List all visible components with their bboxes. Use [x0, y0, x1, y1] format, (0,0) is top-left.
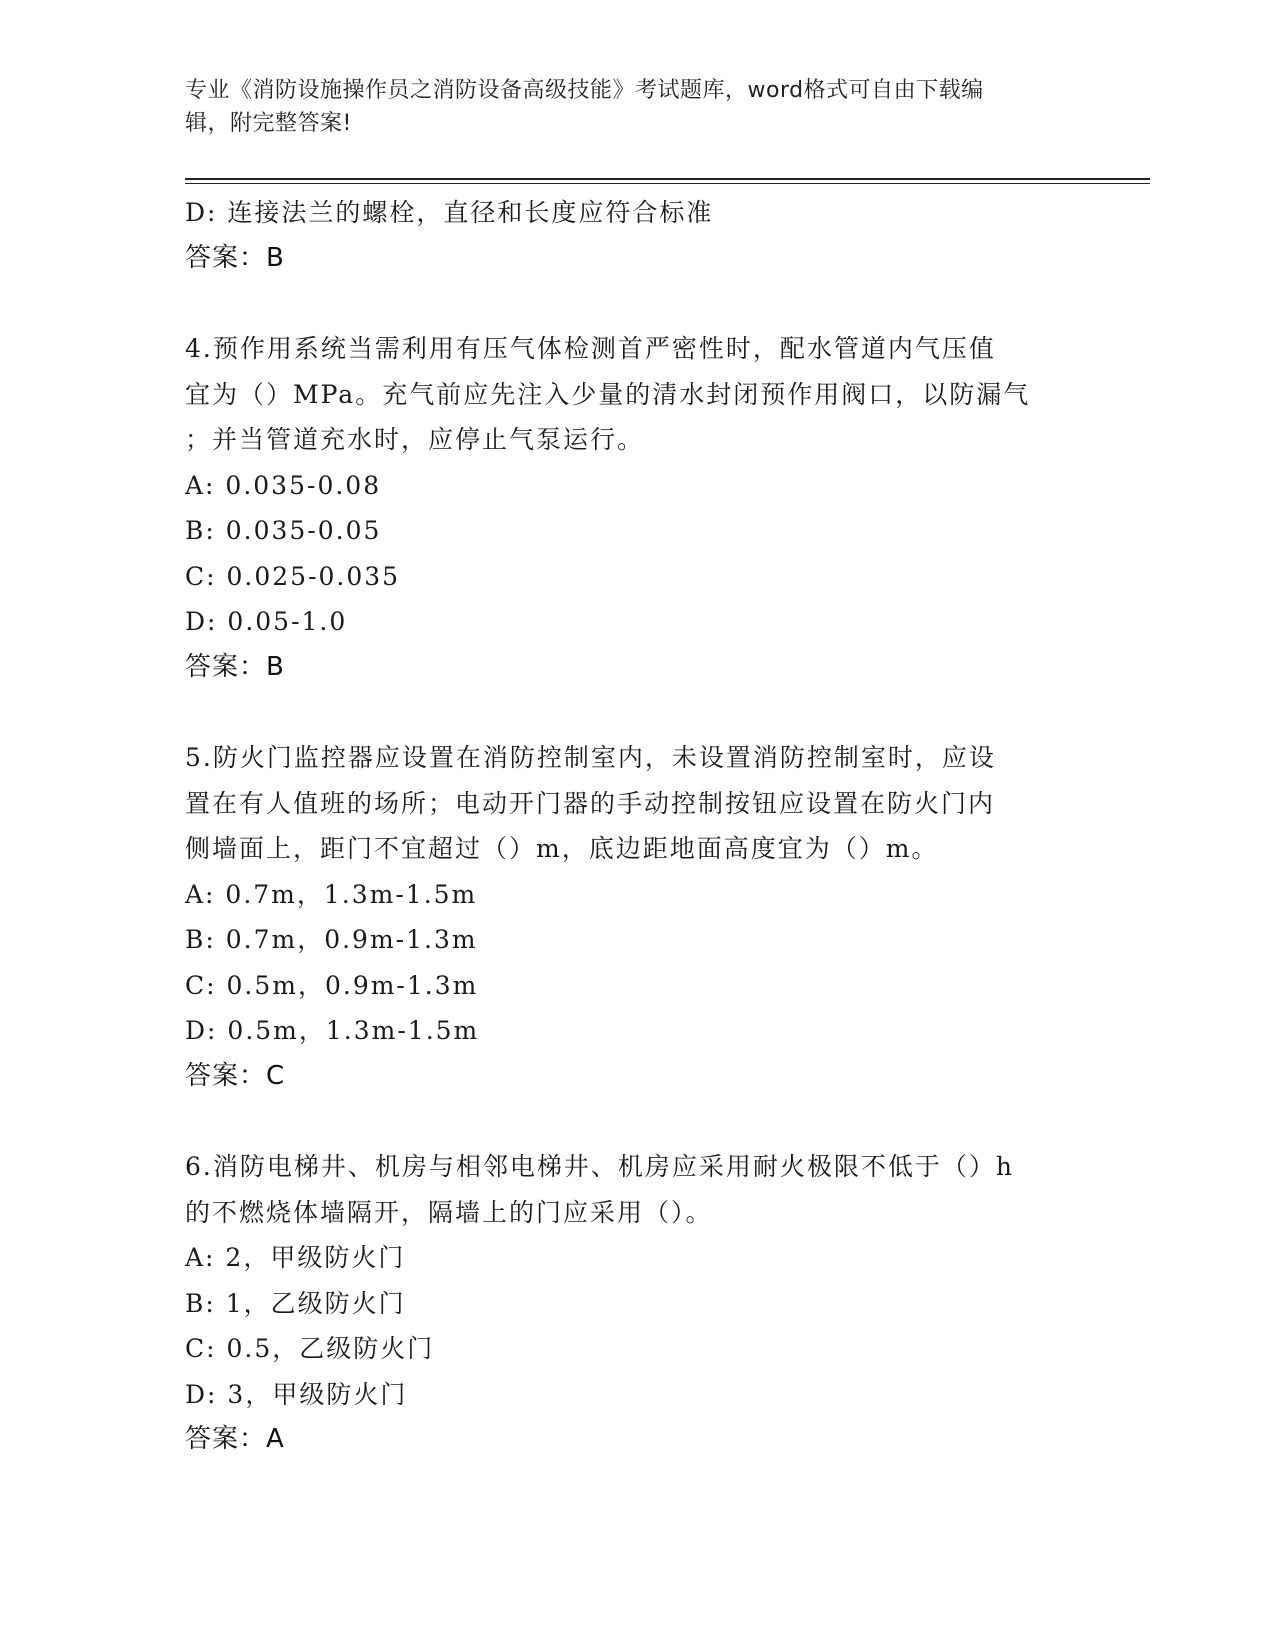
option-b: B: 0.7m，0.9m-1.3m — [185, 925, 478, 954]
question-content — [185, 190, 1085, 1463]
header-line-1: 专业《消防设施操作员之消防设备高级技能》考试题库，word格式可自由下载编 — [185, 78, 984, 103]
question-stem-line: 置在有人值班的场所；电动开门器的手动控制按钮应设置在防火门内 — [185, 788, 996, 818]
answer-label: 答案：B — [185, 651, 285, 682]
option-d: D: 0.05-1.0 — [185, 607, 348, 636]
option-a: A: 0.7m，1.3m-1.5m — [185, 879, 478, 909]
question-5 — [185, 735, 1085, 1099]
header-line-2: 辑，附完整答案! — [185, 111, 352, 136]
question-stem-line: 的不燃烧体墙隔开，隔墙上的门应采用（）。 — [185, 1197, 713, 1227]
answer-label: 答案：C — [185, 1060, 286, 1091]
question-stem-line: 6.消防电梯井、机房与相邻电梯井、机房应采用耐火极限不低于（）h — [185, 1152, 1014, 1181]
answer-label: 答案：A — [185, 1424, 285, 1454]
spacer — [185, 281, 1085, 326]
question-stem-line: 侧墙面上，距门不宜超过（）m，底边距地面高度宜为（）m。 — [185, 834, 939, 863]
question-stem-line: ；并当管道充水时，应停止气泵运行。 — [185, 425, 645, 454]
header-divider-thick — [185, 178, 1150, 180]
question-stem-line: 4.预作用系统当需利用有压气体检测首严密性时，配水管道内气压值 — [185, 334, 996, 363]
question-3-tail — [185, 190, 1085, 281]
option-c: C: 0.5m，0.9m-1.3m — [185, 970, 479, 1000]
option-c: C: 0.5，乙级防火门 — [185, 1334, 435, 1363]
spacer — [185, 1099, 1085, 1144]
answer-label: 答案：B — [185, 242, 285, 273]
option-b: B: 0.035-0.05 — [185, 516, 382, 545]
option-a: A: 2，甲级防火门 — [185, 1243, 406, 1272]
option-d: D: 连接法兰的螺栓，直径和长度应符合标准 — [185, 198, 714, 227]
question-6 — [185, 1144, 1085, 1463]
option-d: D: 0.5m，1.3m-1.5m — [185, 1016, 480, 1045]
question-stem-line: 5.防火门监控器应设置在消防控制室内，未设置消防控制室时，应设 — [185, 743, 996, 772]
page-header — [185, 74, 1065, 140]
question-4 — [185, 326, 1085, 690]
option-a: A: 0.035-0.08 — [185, 470, 382, 500]
option-b: B: 1，乙级防火门 — [185, 1288, 406, 1318]
option-d: D: 3，甲级防火门 — [185, 1379, 408, 1409]
option-c: C: 0.025-0.035 — [185, 561, 401, 591]
header-divider-thin — [185, 183, 1150, 184]
spacer — [185, 690, 1085, 735]
question-stem-line: 宜为（）MPa。充气前应先注入少量的清水封闭预作用阀口，以防漏气 — [185, 379, 1031, 409]
